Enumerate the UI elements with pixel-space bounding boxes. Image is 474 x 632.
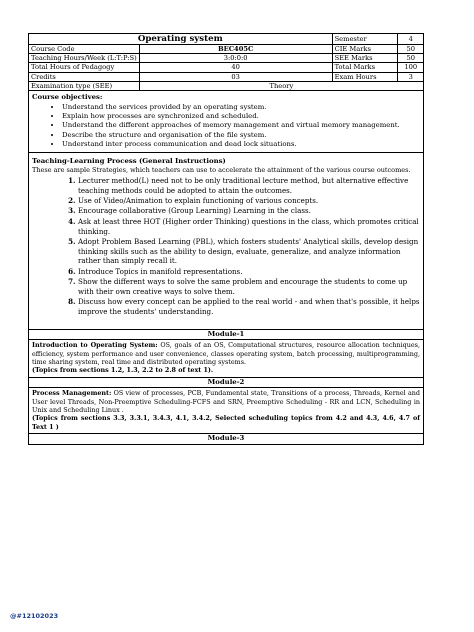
teaching-learning-section [28, 153, 424, 330]
course-title: Operating system [29, 34, 333, 45]
objective-item: • Explain how processes are synchronized and scheduled. [62, 112, 420, 121]
info-label: Credits [29, 72, 140, 81]
info-value: BEC405C [139, 45, 332, 54]
course-objectives-section [28, 91, 424, 153]
module-1-heading: Module-1 [28, 330, 424, 341]
info-label: Total Hours of Pedagogy [29, 63, 140, 72]
syllabus-sheet [28, 33, 424, 445]
info-value: 3:0:0:0 [139, 54, 332, 63]
info-value: 40 [139, 63, 332, 72]
info-value: 100 [398, 63, 424, 72]
objectives-heading: Course objectives: [32, 93, 103, 102]
module-1-body [28, 340, 424, 378]
tlp-intro: These are sample Strategies, which teachers can use to accelerate the attainment of the various course outcomes. [32, 165, 411, 174]
tlp-item: 8. Discuss how every concept can be applied to the real world - and when that's possible, it helps improve the students' understanding. [78, 297, 420, 317]
objective-item: • Understand the different approaches of memory management and virtual memory management. [62, 121, 420, 130]
module-1-text: OS, goals of an OS, Computational structures, resource allocation techniques, efficiency, system performance and user convenience, classes operating system, batch processing, multiprogramming, time sharing system, real time and distributed operating systems. [32, 341, 420, 366]
tlp-item: 6. Introduce Topics in manifold representations. [78, 267, 420, 277]
module-2-lead: Process Management: [32, 389, 112, 398]
objective-item: • Understand the services provided by an operating system. [62, 103, 420, 112]
tlp-list [32, 176, 420, 317]
info-value: 50 [398, 54, 424, 63]
info-row [29, 72, 424, 81]
objective-item: • Describe the structure and organisation of the file system. [62, 131, 420, 140]
tlp-item: 5. Adopt Problem Based Learning (PBL), which fosters students' Analytical skills, develop design thinking skills such as the ability to design, evaluate, generalize, and analyze information rather than simply recall it. [78, 237, 420, 266]
tlp-item: 4. Ask at least three HOT (Higher order Thinking) questions in the class, which promotes critical thinking. [78, 217, 420, 237]
info-row [29, 45, 424, 54]
tlp-item: 7. Show the different ways to solve the same problem and encourage the students to come up with their own creative ways to solve them. [78, 277, 420, 297]
module-3-heading: Module-3 [28, 434, 424, 445]
semester-label: Semester [332, 34, 398, 45]
tlp-item: 2. Use of Video/Animation to explain functioning of various concepts. [78, 196, 420, 206]
module-1-lead: Introduction to Operating System: [32, 341, 158, 350]
info-label: CIE Marks [332, 45, 398, 54]
info-label: Total Marks [332, 63, 398, 72]
module-2-text: OS view of processes, PCB, Fundamental state, Transitions of a process, Threads, Kernel and User level Threads, Non-Preemptive Scheduling-FCFS and SRN, Preemptive Scheduling - RR and LCN, Scheduling in Unix and Scheduling Linux . [32, 389, 420, 415]
info-label: Exam Hours [332, 72, 398, 81]
info-row [29, 63, 424, 72]
info-label: SEE Marks [332, 54, 398, 63]
exam-type-row [29, 81, 424, 90]
exam-type-label: Examination type (SEE) [29, 81, 140, 90]
info-value: 03 [139, 72, 332, 81]
info-label: Teaching Hours/Week (L:T:P:S) [29, 54, 140, 63]
info-row [29, 54, 424, 63]
tlp-heading: Teaching-Learning Process (General Instructions) [32, 157, 226, 166]
module-2-heading: Module-2 [28, 378, 424, 389]
exam-type-value: Theory [139, 81, 423, 90]
tlp-item: 1. Lecturer method(L) need not to be only traditional lecture method, but alternative effective teaching methods could be adopted to attain the outcomes. [78, 176, 420, 196]
module-2-body [28, 388, 424, 434]
module-2-topics: (Topics from sections 3.3, 3.3.1, 3.4.3, 4.1, 3.4.2, Selected scheduling topics from 4.2 and 4.3, 4.6, 4.7 of Text 1 ) [32, 414, 420, 431]
semester-value: 4 [398, 34, 424, 45]
objectives-list [32, 103, 420, 149]
info-value: 50 [398, 45, 424, 54]
course-info-table [28, 33, 424, 91]
info-value: 3 [398, 72, 424, 81]
tlp-item: 3. Encourage collaborative (Group Learning) Learning in the class. [78, 206, 420, 216]
module-1-topics: (Topics from sections 1.2, 1.3, 2.2 to 2.8 of text 1). [32, 366, 214, 375]
title-row [29, 34, 424, 45]
info-label: Course Code [29, 45, 140, 54]
objective-item: • Understand inter process communication and dead lock situations. [62, 140, 420, 149]
footer-tag: @#12102023 [10, 612, 59, 620]
